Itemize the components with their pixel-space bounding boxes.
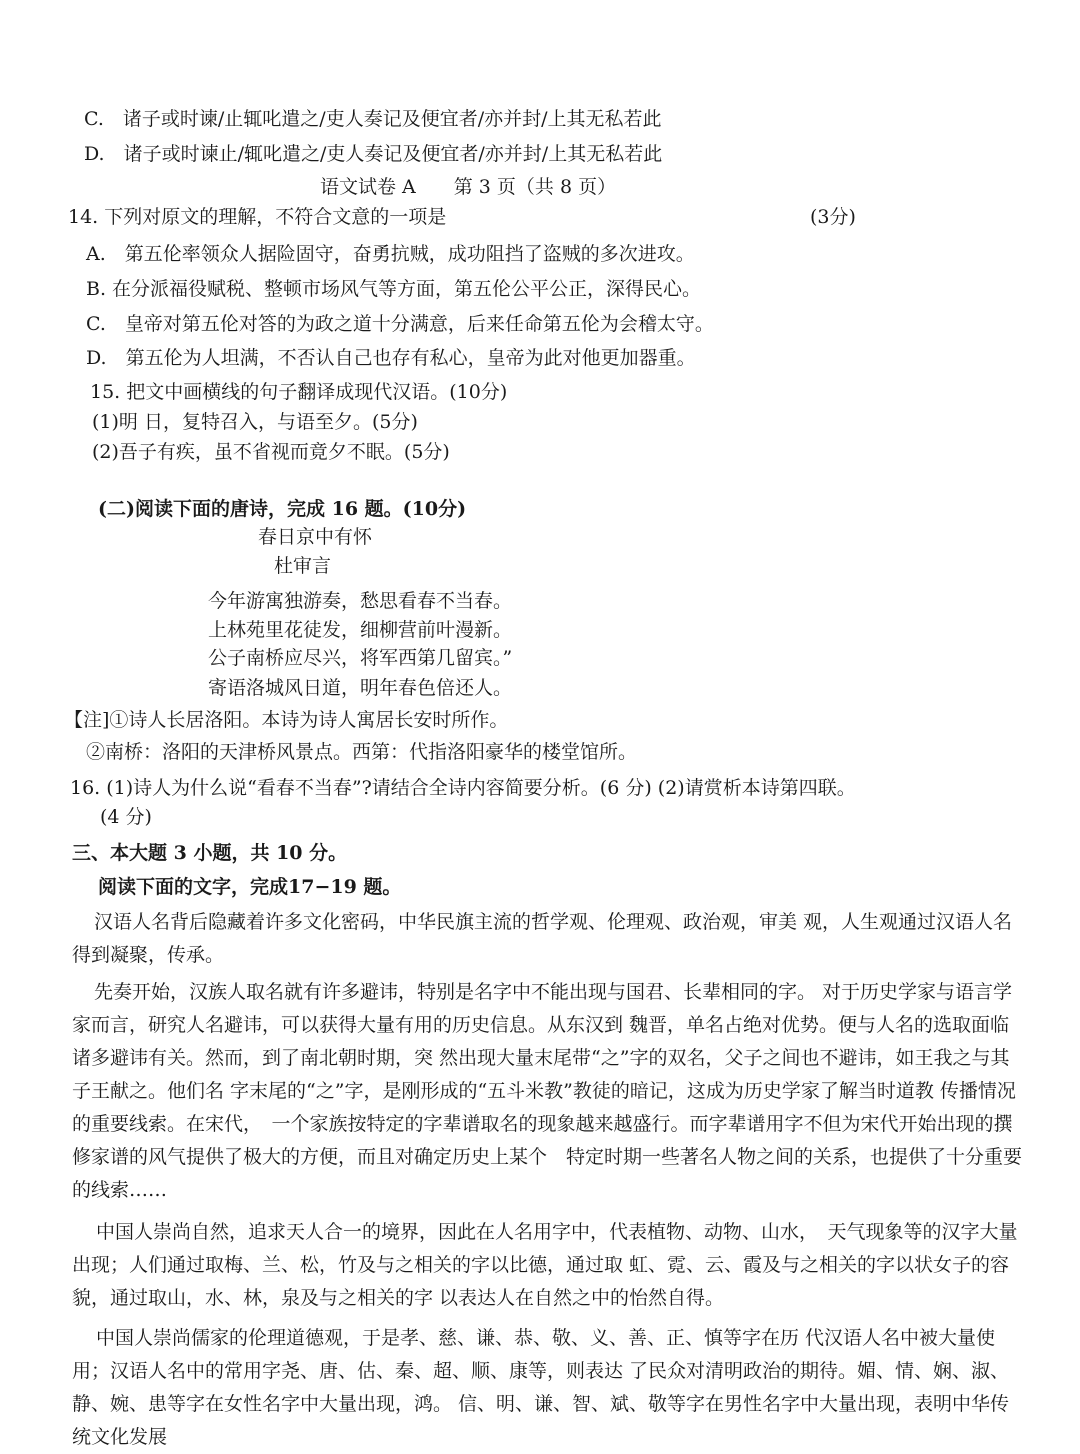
q15-stem: 15. 把文中画横线的句子翻译成现代汉语。(10分): [90, 381, 508, 403]
article-paragraph-4: 中国人崇尚儒家的伦理道德观，于是孝、慈、谦、恭、敬、义、善、正、慎等字在历 代汉语人名中被大量使用；汉语人名中的常用字尧、唐、估、秦、超、顺、康等，则表达 了民众对清明政治的期待。媚、情、娴、淑、静、婉、患等字在女性名字中大量出现，鸿。 信、明、谦、智、斌、敬等字在男性名字中大量出现，表明中华传统文化发展: [72, 1327, 1010, 1448]
poem-title: 春日京中有怀: [258, 526, 373, 548]
poem-line-1: 今年游寓独游奏，愁思看春不当春。: [208, 590, 513, 612]
q13-option-d: D. 诸子或时谏止/辄叱遣之/吏人奏记及便宜者/亦并封/上其无私若此: [84, 143, 663, 165]
poem-section-heading: (二)阅读下面的唐诗，完成 16 题。(10分): [98, 498, 467, 520]
article-paragraph-1: 汉语人名背后隐藏着许多文化密码，中华民旗主流的哲学观、伦理观、政治观，审美 观，人生观通过汉语人名得到凝聚，传承。: [72, 911, 1013, 966]
q13-option-c: C. 诸子或时谏/止辄叱遣之/吏人奏记及便宜者/亦并封/上其无私若此: [84, 108, 662, 130]
q14-option-d: D. 第五伦为人坦满，不否认自己也存有私心，皇帝为此对他更加器重。: [86, 347, 696, 369]
poem-line-2: 上林苑里花徒发，细柳营前叶漫新。: [208, 619, 513, 641]
page-footer: 语文试卷 A 第 3 页（共 8 页）: [320, 176, 617, 198]
q15-item-1: (1)明 日，复特召入，与语至夕。(5分): [92, 411, 418, 433]
article-paragraph-2: 先奏开始，汉族人取名就有许多避讳，特别是名字中不能出现与国君、长辈相同的字。 对于历史学家与语言学家而言，研究人名避讳，可以获得大量有用的历史信息。从东汉到 魏晋，单名占绝对优势。便与人名的选取面临诸多避讳有关。然而，到了南北朝时期，突 然出现大量末尾带“之”字的双名，父子之间也不避讳，如王我之与其子王献之。他们名 字末尾的“之”字，是刚形成的“五斗米教”教徒的暗记，这成为历史学家了解当时道教 传播情况的重要线索。在宋代， 一个家族按特定的字辈谱取名的现象越来越盛行。而字辈谱用字不但为宋代开始出现的撰修家谱的风气提供了极大的方便，而且对确定历史上某个 特定时期一些著名人物之间的关系，也提供了十分重要的线索……: [72, 981, 1023, 1201]
poem-note-2: ②南桥：洛阳的天津桥风景点。西第：代指洛阳豪华的楼堂馆所。: [86, 741, 638, 763]
poem-author: 杜审言: [274, 555, 332, 577]
q14-score: (3分): [810, 206, 856, 228]
q14-stem: 14. 下列对原文的理解，不符合文意的一项是: [68, 206, 447, 228]
article-paragraph-3: 中国人崇尚自然，追求天人合一的境界，因此在人名用字中，代表植物、动物、山水， 天气现象等的汉字大量出现；人们通过取梅、兰、松，竹及与之相关的字以比德，通过取 虹、霓、云、霞及与之相关的字以状女子的容貌，通过取山，水、林，泉及与之相关的字 以表达人在自然之中的怡然自得。: [72, 1221, 1018, 1309]
q14-option-c: C. 皇帝对第五伦对答的为政之道十分满意，后来任命第五伦为会稽太守。: [86, 313, 714, 335]
poem-line-4: 寄语洛城风日道，明年春色倍还人。: [208, 677, 513, 699]
section3-heading: 三、本大题 3 小题，共 10 分。: [72, 842, 348, 864]
q15-item-2: (2)吾子有疾，虽不省视而竟夕不眠。(5分): [92, 441, 450, 463]
q16-line-2: (4 分): [100, 806, 152, 828]
q14-option-a: A. 第五伦率领众人据险固守，奋勇抗贼，成功阻挡了盗贼的多次进攻。: [86, 243, 695, 265]
q16-line-1: 16. (1)诗人为什么说“看春不当春”?请结合全诗内容简要分析。(6 分) (2)请赏析本诗第四联。: [70, 777, 856, 799]
section3-instruction: 阅读下面的文字，完成17−19 题。: [98, 876, 402, 898]
poem-note-1: 【注]①诗人长居洛阳。本诗为诗人寓居长安时所作。: [64, 709, 509, 731]
q14-option-b: B. 在分派福役赋税、整顿市场风气等方面，第五伦公平公正，深得民心。: [86, 278, 702, 300]
poem-line-3: 公子南桥应尽兴，将军西第几留宾。”: [208, 647, 513, 669]
